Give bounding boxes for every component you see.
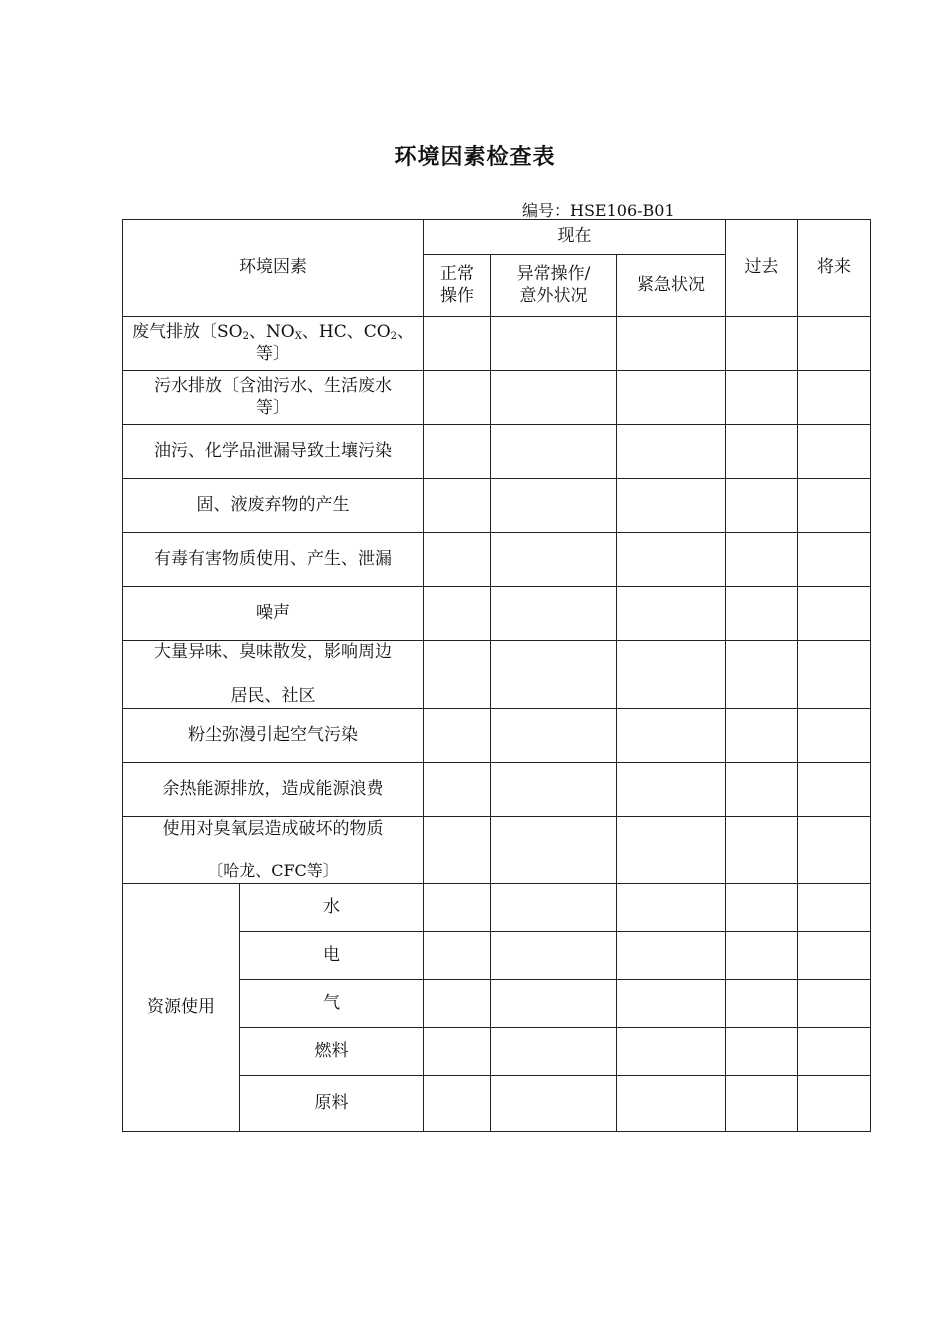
header-abnormal-line1: 异常操作/: [516, 264, 591, 285]
cell[interactable]: [491, 932, 617, 980]
factor-wastewater: [123, 371, 424, 425]
cell[interactable]: [491, 371, 617, 425]
resource-item-gas: 气: [240, 980, 424, 1028]
cell[interactable]: [424, 980, 491, 1028]
cell[interactable]: [424, 371, 491, 425]
cell[interactable]: [798, 817, 871, 884]
header-emergency: 紧急状况: [617, 255, 726, 317]
cell[interactable]: [424, 709, 491, 763]
cell[interactable]: [726, 1076, 798, 1132]
cell[interactable]: [726, 709, 798, 763]
cell[interactable]: [726, 371, 798, 425]
cell[interactable]: [726, 763, 798, 817]
header-normal-line1: 正常: [440, 264, 474, 285]
resource-item-electricity: 电: [240, 932, 424, 980]
factor-noise: 噪声: [123, 587, 424, 641]
cell[interactable]: [491, 817, 617, 884]
cell[interactable]: [726, 980, 798, 1028]
cell[interactable]: [491, 641, 617, 709]
cell[interactable]: [424, 641, 491, 709]
cell[interactable]: [726, 533, 798, 587]
factor-exhaust-gas-line1: [127, 322, 419, 344]
cell[interactable]: [798, 1076, 871, 1132]
factor-exhaust-gas-text-b: 、NO: [248, 322, 295, 343]
cell[interactable]: [798, 587, 871, 641]
cell[interactable]: [798, 641, 871, 709]
factor-waste-generation: 固、液废弃物的产生: [123, 479, 424, 533]
factor-soil-pollution: 油污、化学品泄漏导致土壤污染: [123, 425, 424, 479]
cell[interactable]: [798, 425, 871, 479]
resource-item-water: 水: [240, 884, 424, 932]
factor-ozone-line2: 〔哈龙、CFC等〕: [207, 861, 339, 881]
cell[interactable]: [424, 1076, 491, 1132]
cell[interactable]: [424, 425, 491, 479]
cell[interactable]: [424, 317, 491, 371]
factor-exhaust-gas-sub3: 2: [390, 331, 398, 343]
cell[interactable]: [491, 884, 617, 932]
cell[interactable]: [726, 932, 798, 980]
cell[interactable]: [726, 641, 798, 709]
cell[interactable]: [491, 317, 617, 371]
header-now: 现在: [424, 220, 726, 255]
factor-ozone-depletion: [123, 817, 424, 884]
cell[interactable]: [491, 533, 617, 587]
cell[interactable]: [798, 533, 871, 587]
resource-item-fuel: 燃料: [240, 1028, 424, 1076]
cell[interactable]: [424, 817, 491, 884]
cell[interactable]: [798, 317, 871, 371]
factor-odor-line2: 居民、社区: [230, 685, 316, 706]
resource-item-raw-material: 原料: [240, 1076, 424, 1132]
cell[interactable]: [617, 1028, 726, 1076]
factor-exhaust-gas-text-d: 、: [397, 322, 415, 343]
header-future: 将来: [798, 220, 871, 317]
resource-use-label: 资源使用: [123, 884, 240, 1132]
cell[interactable]: [726, 479, 798, 533]
cell[interactable]: [617, 709, 726, 763]
cell[interactable]: [491, 425, 617, 479]
cell[interactable]: [424, 932, 491, 980]
cell[interactable]: [424, 1028, 491, 1076]
factor-exhaust-gas-text-a: 废气排放〔SO: [131, 322, 243, 343]
cell[interactable]: [798, 932, 871, 980]
cell[interactable]: [617, 425, 726, 479]
cell[interactable]: [424, 533, 491, 587]
cell[interactable]: [798, 884, 871, 932]
cell[interactable]: [798, 980, 871, 1028]
cell[interactable]: [726, 1028, 798, 1076]
environment-factor-table: [122, 219, 871, 1132]
cell[interactable]: [726, 817, 798, 884]
factor-exhaust-gas-text-c: 、HC、CO: [301, 322, 391, 343]
header-abnormal-line2: 意外状况: [519, 285, 588, 306]
factor-waste-heat: 余热能源排放，造成能源浪费: [123, 763, 424, 817]
factor-ozone-line1: 使用对臭氧层造成破坏的物质: [162, 818, 384, 839]
factor-exhaust-gas: [123, 317, 424, 371]
cell[interactable]: [798, 371, 871, 425]
cell[interactable]: [491, 1028, 617, 1076]
cell[interactable]: [617, 641, 726, 709]
cell[interactable]: [798, 763, 871, 817]
cell[interactable]: [617, 587, 726, 641]
factor-odor-line1: 大量异味、臭味散发，影响周边: [154, 642, 392, 663]
cell[interactable]: [798, 479, 871, 533]
factor-odor: [123, 641, 424, 709]
cell[interactable]: [726, 425, 798, 479]
header-past: 过去: [726, 220, 798, 317]
cell[interactable]: [491, 709, 617, 763]
cell[interactable]: [617, 884, 726, 932]
factor-wastewater-line2: 等〕: [256, 397, 290, 418]
factor-hazardous-substances: 有毒有害物质使用、产生、泄漏: [123, 533, 424, 587]
document-number: 编号：HSE106-B01: [522, 201, 675, 220]
cell[interactable]: [491, 479, 617, 533]
cell[interactable]: [798, 709, 871, 763]
cell[interactable]: [617, 317, 726, 371]
factor-exhaust-gas-sub1: 2: [242, 331, 249, 343]
cell[interactable]: [491, 1076, 617, 1132]
cell[interactable]: [798, 1028, 871, 1076]
cell[interactable]: [424, 884, 491, 932]
cell[interactable]: [424, 587, 491, 641]
cell[interactable]: [491, 763, 617, 817]
cell[interactable]: [617, 817, 726, 884]
header-normal-line2: 操作: [440, 285, 474, 306]
cell[interactable]: [617, 1076, 726, 1132]
header-normal-operation: [424, 255, 491, 317]
cell[interactable]: [726, 884, 798, 932]
cell[interactable]: [424, 763, 491, 817]
header-abnormal-operation: [491, 255, 617, 317]
factor-wastewater-line1: 污水排放〔含油污水、生活废水: [154, 376, 392, 397]
factor-exhaust-gas-line2: 等〕: [256, 343, 290, 364]
cell[interactable]: [424, 479, 491, 533]
cell[interactable]: [617, 479, 726, 533]
factor-dust: 粉尘弥漫引起空气污染: [123, 709, 424, 763]
cell[interactable]: [726, 317, 798, 371]
cell[interactable]: [491, 587, 617, 641]
cell[interactable]: [617, 371, 726, 425]
header-factor: 环境因素: [123, 220, 424, 317]
cell[interactable]: [617, 932, 726, 980]
cell[interactable]: [726, 587, 798, 641]
cell[interactable]: [617, 533, 726, 587]
cell[interactable]: [617, 763, 726, 817]
cell[interactable]: [617, 980, 726, 1028]
cell[interactable]: [491, 980, 617, 1028]
page-title: 环境因素检查表: [394, 145, 556, 170]
factor-exhaust-gas-sub2: X: [294, 331, 302, 343]
